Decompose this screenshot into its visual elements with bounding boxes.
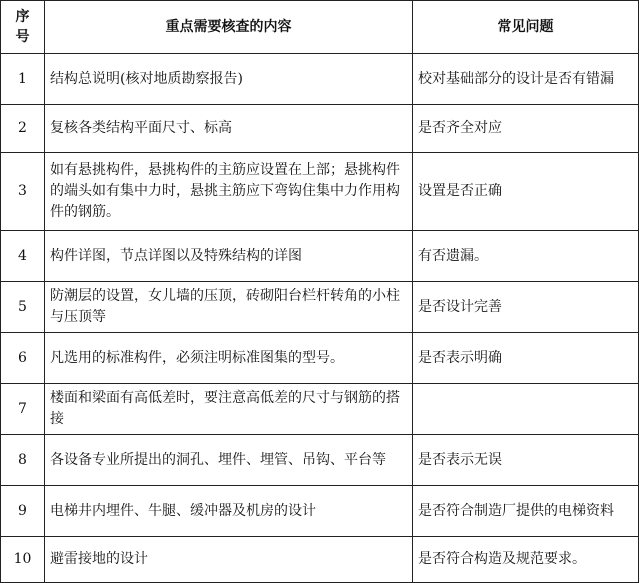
row-issue: 是否设计完善 — [413, 282, 639, 333]
table-header-row — [1, 1, 639, 54]
row-number: 1 — [1, 54, 45, 105]
row-content: 构件详图，节点详图以及特殊结构的详图 — [45, 231, 413, 282]
table-row — [1, 231, 639, 282]
table-row — [1, 537, 639, 583]
row-number: 9 — [1, 486, 45, 537]
row-content: 楼面和梁面有高低差时，要注意高低差的尺寸与钢筋的搭接 — [45, 384, 413, 435]
header-issue: 常见问题 — [413, 1, 639, 54]
table-row — [1, 282, 639, 333]
table-row — [1, 153, 639, 231]
header-content: 重点需要核查的内容 — [45, 1, 413, 54]
table-row — [1, 54, 639, 105]
row-content: 防潮层的设置，女儿墙的压顶，砖砌阳台栏杆转角的小柱与压顶等 — [45, 282, 413, 333]
row-number: 5 — [1, 282, 45, 333]
row-issue — [413, 384, 639, 435]
row-content: 电梯井内埋件、牛腿、缓冲器及机房的设计 — [45, 486, 413, 537]
row-issue: 有否遗漏。 — [413, 231, 639, 282]
row-issue: 设置是否正确 — [413, 153, 639, 231]
table-row — [1, 105, 639, 153]
row-number: 4 — [1, 231, 45, 282]
row-content: 复核各类结构平面尺寸、标高 — [45, 105, 413, 153]
table-row — [1, 486, 639, 537]
row-number: 10 — [1, 537, 45, 583]
row-issue: 是否符合制造厂提供的电梯资料 — [413, 486, 639, 537]
row-content: 结构总说明(核对地质勘察报告) — [45, 54, 413, 105]
row-number: 2 — [1, 105, 45, 153]
row-number: 6 — [1, 333, 45, 384]
row-content: 如有悬挑构件，悬挑构件的主筋应设置在上部；悬挑构件的端头如有集中力时，悬挑主筋应下弯钩住集中力作用构件的钢筋。 — [45, 153, 413, 231]
row-issue: 是否齐全对应 — [413, 105, 639, 153]
table-row — [1, 435, 639, 486]
row-number: 8 — [1, 435, 45, 486]
row-issue: 是否表示明确 — [413, 333, 639, 384]
row-issue: 是否符合构造及规范要求。 — [413, 537, 639, 583]
row-number: 7 — [1, 384, 45, 435]
row-number: 3 — [1, 153, 45, 231]
header-number-line1: 序 — [15, 9, 30, 25]
header-number — [1, 1, 45, 54]
header-number-line2: 号 — [15, 29, 30, 45]
row-content: 各设备专业所提出的洞孔、埋件、埋管、吊钩、平台等 — [45, 435, 413, 486]
row-issue: 是否表示无误 — [413, 435, 639, 486]
table-row — [1, 333, 639, 384]
table-row — [1, 384, 639, 435]
row-issue: 校对基础部分的设计是否有错漏 — [413, 54, 639, 105]
row-content: 凡选用的标准构件，必须注明标准图集的型号。 — [45, 333, 413, 384]
row-content: 避雷接地的设计 — [45, 537, 413, 583]
